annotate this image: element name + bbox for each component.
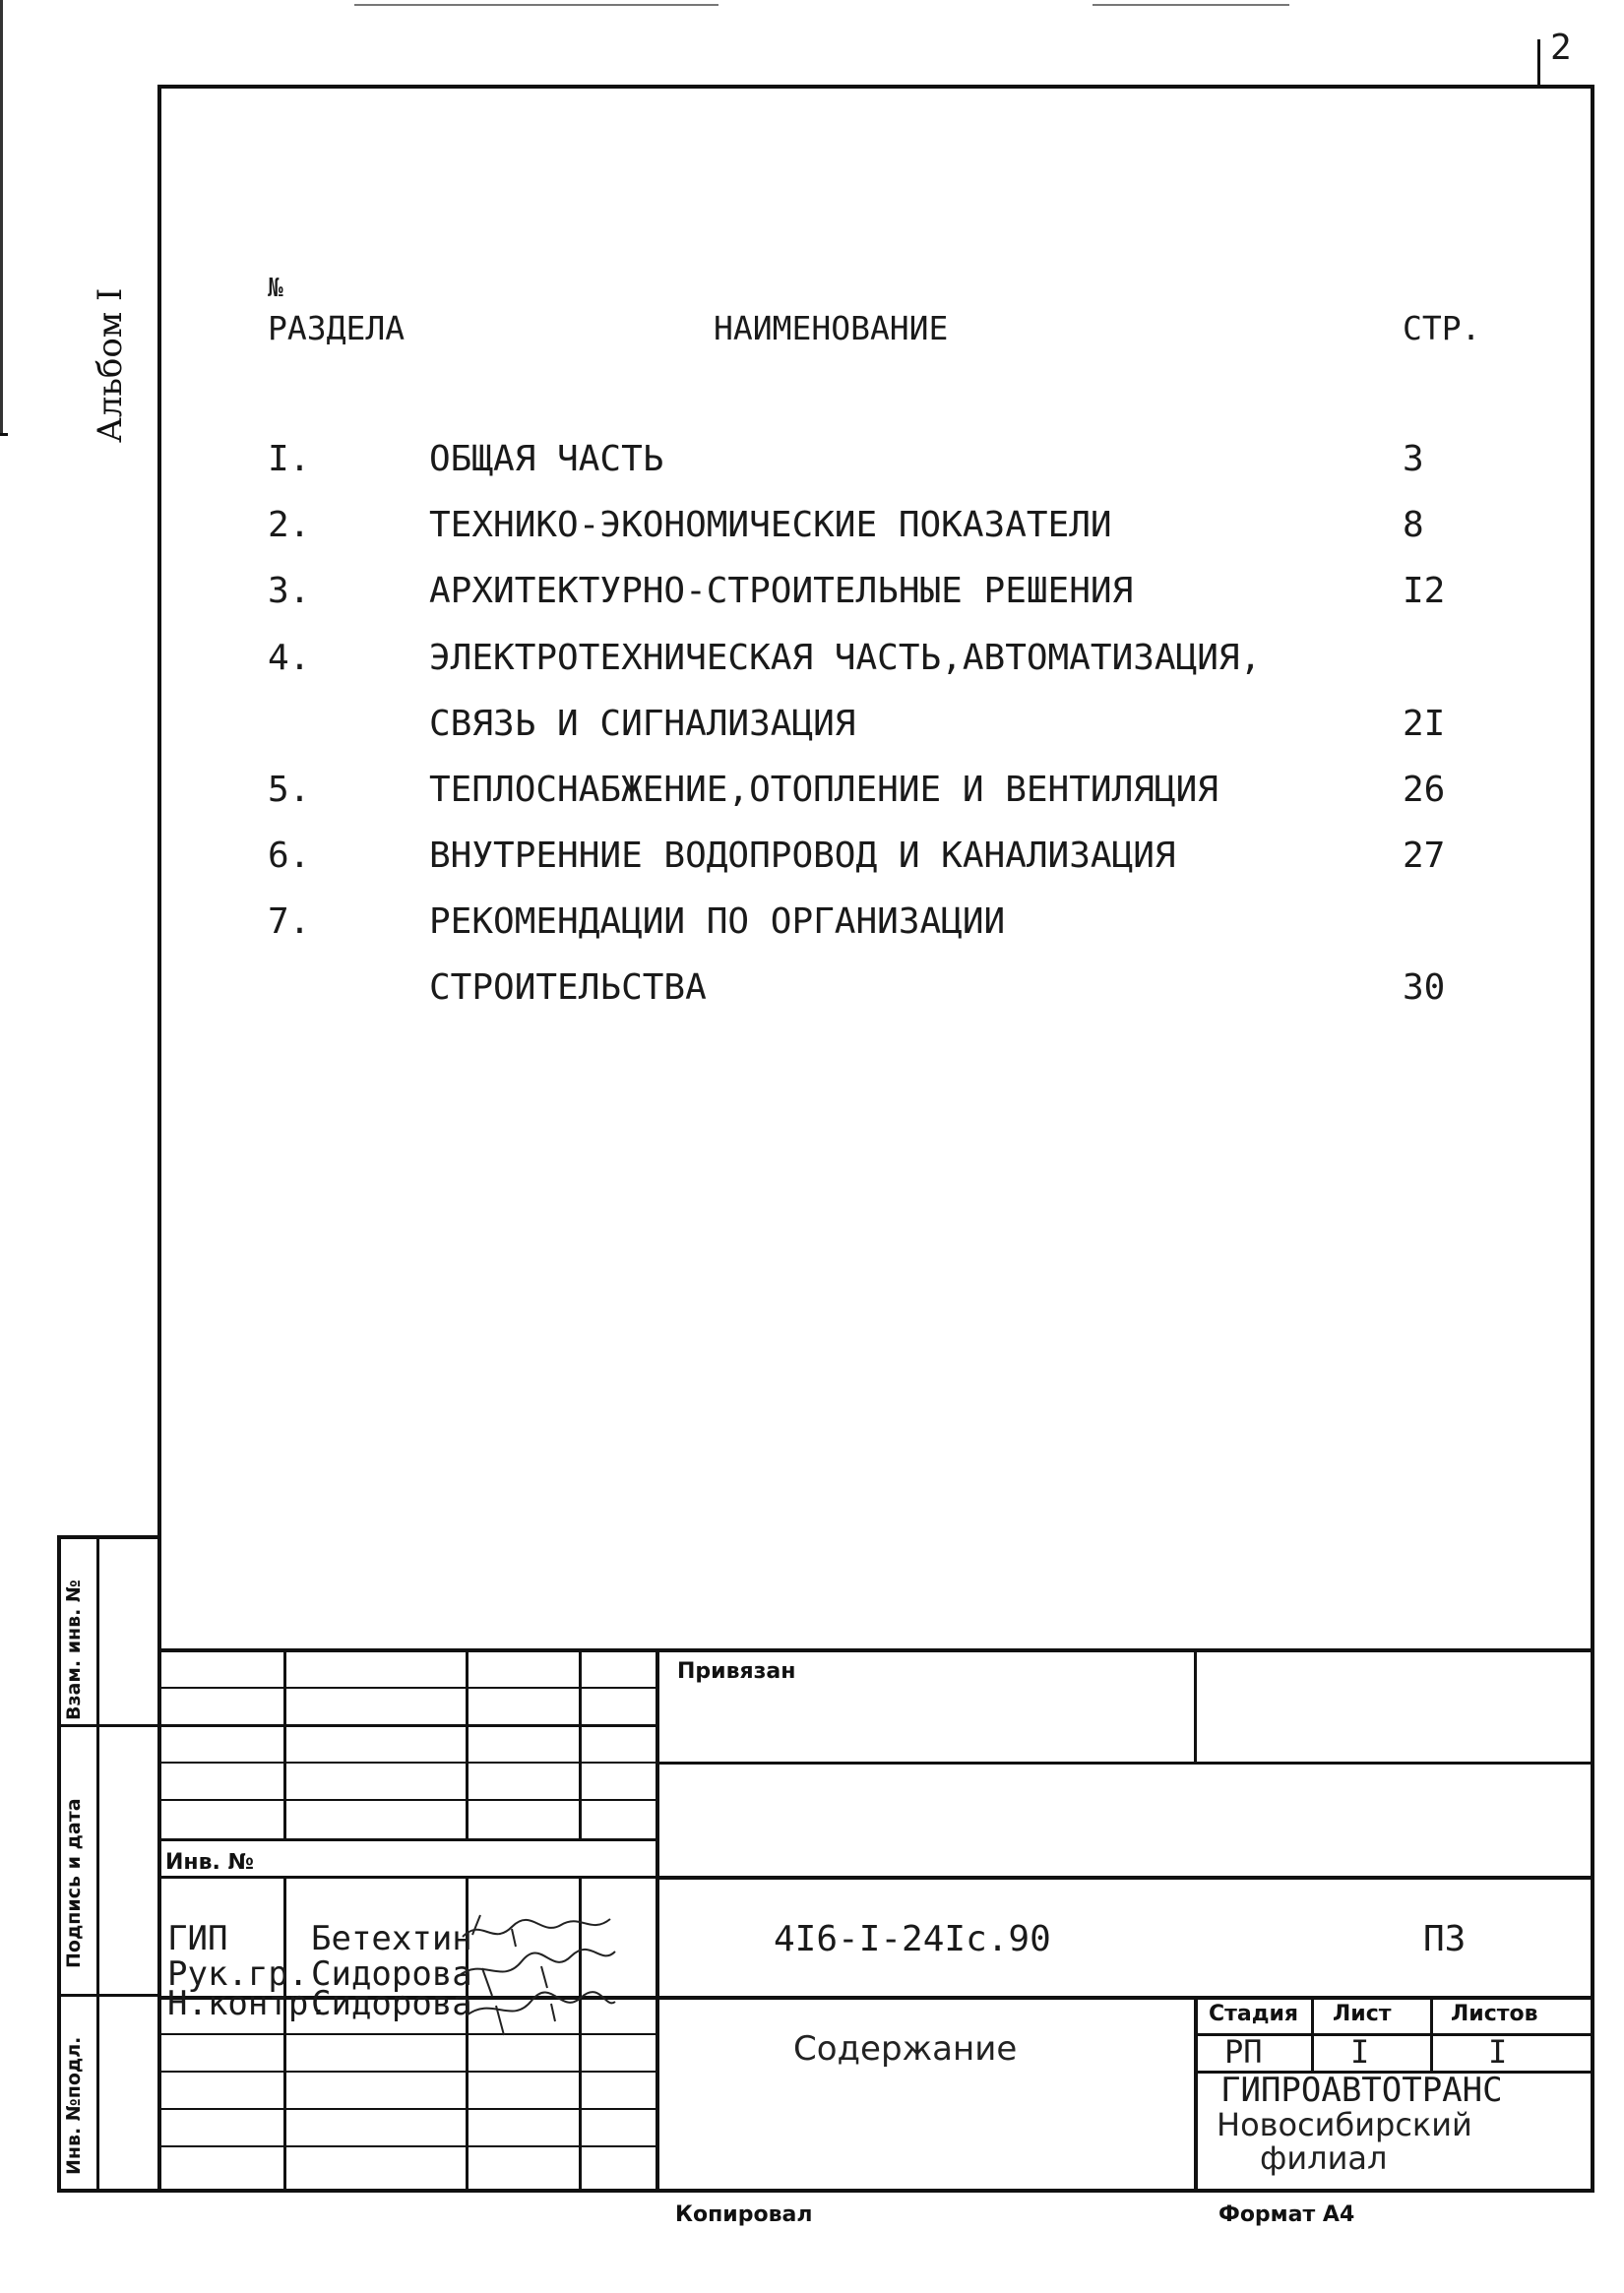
row-number: 7. <box>268 901 311 942</box>
scan-line <box>1093 4 1289 6</box>
scan-line <box>354 4 718 6</box>
privyazan-label: Привязан <box>677 1659 796 1684</box>
tb-grid-line <box>157 2071 657 2073</box>
col-header-name: НАИМЕНОВАНИЕ <box>714 309 949 347</box>
row-title: ВНУТРЕННИЕ ВОДОПРОВОД И КАНАЛИЗАЦИЯ <box>429 836 1176 876</box>
tb-grid-line <box>157 1838 657 1841</box>
row-number: 5. <box>268 770 311 810</box>
row-page: 8 <box>1403 505 1424 545</box>
row-title: ТЕПЛОСНАБЖЕНИЕ,ОТОПЛЕНИЕ И ВЕНТИЛЯЦИЯ <box>429 770 1218 810</box>
signatures <box>453 1907 620 2045</box>
row-page: 2I <box>1403 704 1446 744</box>
row-page: 27 <box>1403 836 1446 876</box>
doc-code: 4I6-I-24Iс.90 <box>774 1919 1051 1959</box>
format-label: Формат А4 <box>1218 2202 1355 2227</box>
row-title: ЭЛЕКТРОТЕХНИЧЕСКАЯ ЧАСТЬ,АВТОМАТИЗАЦИЯ, <box>429 638 1262 678</box>
vzam-inv-label: Взам. инв. № <box>63 1580 85 1720</box>
tb-grid-line <box>157 1799 657 1801</box>
row-page: 26 <box>1403 770 1446 810</box>
org-branch-suffix: филиал <box>1260 2139 1388 2177</box>
row-page: 3 <box>1403 439 1424 479</box>
org-name: ГИПРОАВТОТРАНС <box>1220 2071 1503 2110</box>
tb-grid-line <box>157 1762 657 1764</box>
staff-role: ГИП <box>167 1919 228 1958</box>
tb-grid-line <box>1194 1648 1197 1762</box>
tb-grid-line <box>1430 1996 1433 2071</box>
tb-grid-line <box>1311 1996 1314 2071</box>
tb-grid-line <box>1194 1996 1198 2193</box>
sheets-value: I <box>1488 2033 1508 2071</box>
row-title: ОБЩАЯ ЧАСТЬ <box>429 439 664 479</box>
stage-label: Стадия <box>1209 2002 1299 2026</box>
tb-grid-line <box>157 2145 657 2147</box>
tb-line <box>657 1996 1594 2000</box>
row-title: АРХИТЕКТУРНО-СТРОИТЕЛЬНЫЕ РЕШЕНИЯ <box>429 571 1134 611</box>
row-title: СТРОИТЕЛЬСТВА <box>429 967 707 1008</box>
row-number: 3. <box>268 571 311 611</box>
tb-grid-line <box>157 1876 657 1879</box>
staff-role: Н.контр. <box>167 1984 329 2023</box>
tb-line <box>157 1648 1594 1652</box>
num-mark: № <box>268 274 283 303</box>
tb-line <box>657 1876 1594 1880</box>
sheet-value: I <box>1350 2033 1370 2071</box>
scan-edge <box>0 0 3 433</box>
staff-name: Сидорова <box>311 1954 472 1994</box>
page-number: 2 <box>1550 28 1572 68</box>
scan-edge <box>0 433 8 436</box>
row-number: 6. <box>268 836 311 876</box>
kopiroval-label: Копировал <box>675 2202 813 2227</box>
staff-name: Бетехтин <box>311 1919 472 1958</box>
stage-value: РП <box>1224 2033 1263 2071</box>
page-number-tick <box>1537 39 1540 85</box>
tb-grid-line <box>579 1648 582 1838</box>
tb-line <box>657 1762 1594 1765</box>
tb-grid-line <box>283 1648 286 1838</box>
staff-name: Сидорова <box>311 1984 472 2023</box>
row-title: ТЕХНИКО-ЭКОНОМИЧЕСКИЕ ПОКАЗАТЕЛИ <box>429 505 1112 545</box>
row-page: I2 <box>1403 571 1446 611</box>
row-title: РЕКОМЕНДАЦИИ ПО ОРГАНИЗАЦИИ <box>429 901 1006 942</box>
doc-mark: ПЗ <box>1423 1919 1467 1959</box>
sheet-label: Лист <box>1333 2002 1392 2026</box>
inv-podl-label: Инв. №подл. <box>63 2036 85 2175</box>
album-label: Альбом I <box>91 287 130 443</box>
inv-no-label: Инв. № <box>165 1850 255 1875</box>
strip-divider <box>96 1535 99 2193</box>
tb-grid-line <box>157 1724 657 1727</box>
sheets-label: Листов <box>1451 2002 1538 2026</box>
strip-divider <box>57 1724 157 1727</box>
row-title: СВЯЗЬ И СИГНАЛИЗАЦИЯ <box>429 704 856 744</box>
row-number: I. <box>268 439 311 479</box>
tb-grid-line <box>466 1648 468 1838</box>
row-number: 4. <box>268 638 311 678</box>
org-branch: Новосибирский <box>1217 2106 1472 2143</box>
doc-title: Содержание <box>793 2029 1018 2069</box>
tb-grid-line <box>283 1876 286 2193</box>
staff-role: Рук.гр. <box>167 1954 309 1994</box>
col-header-num: РАЗДЕЛА <box>268 309 406 347</box>
tb-grid-line <box>656 1648 659 2193</box>
row-page: 30 <box>1403 967 1446 1008</box>
row-number: 2. <box>268 505 311 545</box>
col-header-page: СТР. <box>1403 309 1481 347</box>
tb-grid-line <box>157 1687 657 1689</box>
tb-grid-line <box>157 2108 657 2110</box>
podpis-data-label: Подпись и дата <box>63 1798 85 1968</box>
strip-divider <box>57 1994 157 1997</box>
